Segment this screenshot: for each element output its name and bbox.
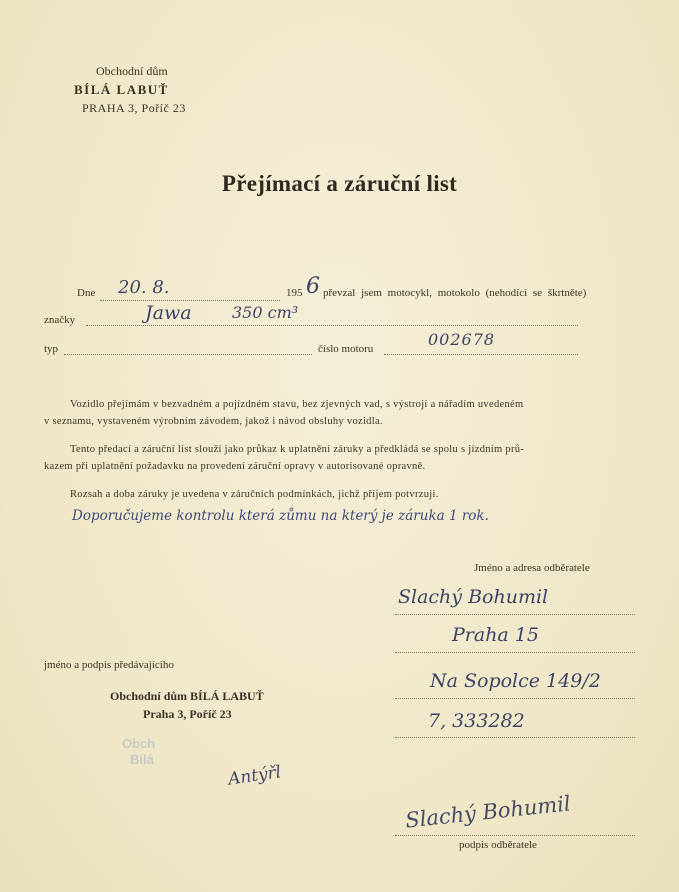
recipient-line-4 (395, 737, 635, 738)
znacky-label: značky (44, 314, 76, 326)
dne-dotted-line (100, 300, 280, 301)
issuer-line-1: Obchodní dům (96, 64, 168, 78)
cislo-dotted-line (384, 354, 578, 355)
deliverer-address: Praha 3, Poříč 23 (143, 707, 232, 721)
stamp-line-1: Obch (122, 736, 156, 751)
typ-label: typ (44, 343, 59, 355)
signature-label: podpis odběratele (459, 839, 537, 851)
year-printed: 195 (286, 287, 303, 299)
issuer-address: PRAHA 3, Poříč 23 (82, 101, 186, 115)
paragraph-1-line-2: v seznamu, vystaveném výrobním závodem, jakož i návod obsluhy vozidla. (44, 416, 383, 427)
recipient-street: Na Sopolce 149/2 (430, 670, 601, 692)
signature-line (395, 835, 635, 836)
dne-value: 20. 8. (118, 277, 170, 298)
recipient-city: Praha 15 (452, 624, 539, 646)
deliverer-label: jméno a podpis předávajícího (44, 659, 174, 671)
cislo-motoru-label: číslo motoru (318, 343, 374, 355)
prevzal-text: převzal jsem motocykl, motokolo (nehodící se škrtněte) (323, 287, 587, 299)
paragraph-3-line-1: Rozsah a doba záruky je uvedena v záručních podmínkách, jichž příjem potvrzuji. (70, 489, 439, 500)
year-handwritten: 6 (306, 274, 320, 299)
recipient-code: 7, 333282 (428, 710, 525, 732)
znacky-value: Jawa (145, 302, 192, 324)
deliverer-name: Obchodní dům BÍLÁ LABUŤ (110, 689, 264, 703)
typ-dotted-line (64, 354, 312, 355)
document-title: Přejímací a záruční list (221, 171, 458, 196)
paragraph-2-line-2: kazem při uplatnění požadavku na provedení záruční opravy v autorisované opravně. (44, 461, 426, 472)
paragraph-2-line-1: Tento předací a záruční list slouží jako průkaz k uplatnění záruky a předkládá se spolu s jízdním prů- (70, 444, 525, 455)
recipient-line-2 (395, 652, 635, 653)
paragraph-1-line-1: Vozidlo přejímám v bezvadném a pojízdném stavu, bez zjevných vad, s výstrojí a nářadím uvedeném (70, 399, 524, 410)
recipient-signature: Slachý Bohumil (404, 791, 572, 833)
cislo-motoru-value: 002678 (428, 330, 496, 349)
recipient-label: Jméno a adresa odběratele (474, 562, 590, 574)
handwritten-note: Doporučujeme kontrolu která zůmu na který je záruka 1 rok. (72, 508, 489, 524)
stamp-line-2: Bílá (130, 752, 154, 767)
znacky-volume: 350 cm³ (232, 303, 299, 322)
recipient-line-3 (395, 698, 635, 699)
znacky-dotted-line (86, 325, 578, 326)
recipient-name: Slachý Bohumil (398, 586, 549, 608)
recipient-line-1 (395, 614, 635, 615)
dne-label: Dne (77, 287, 96, 299)
deliverer-signature: Antýřl (226, 762, 283, 790)
issuer-name: BÍLÁ LABUŤ (74, 82, 169, 97)
